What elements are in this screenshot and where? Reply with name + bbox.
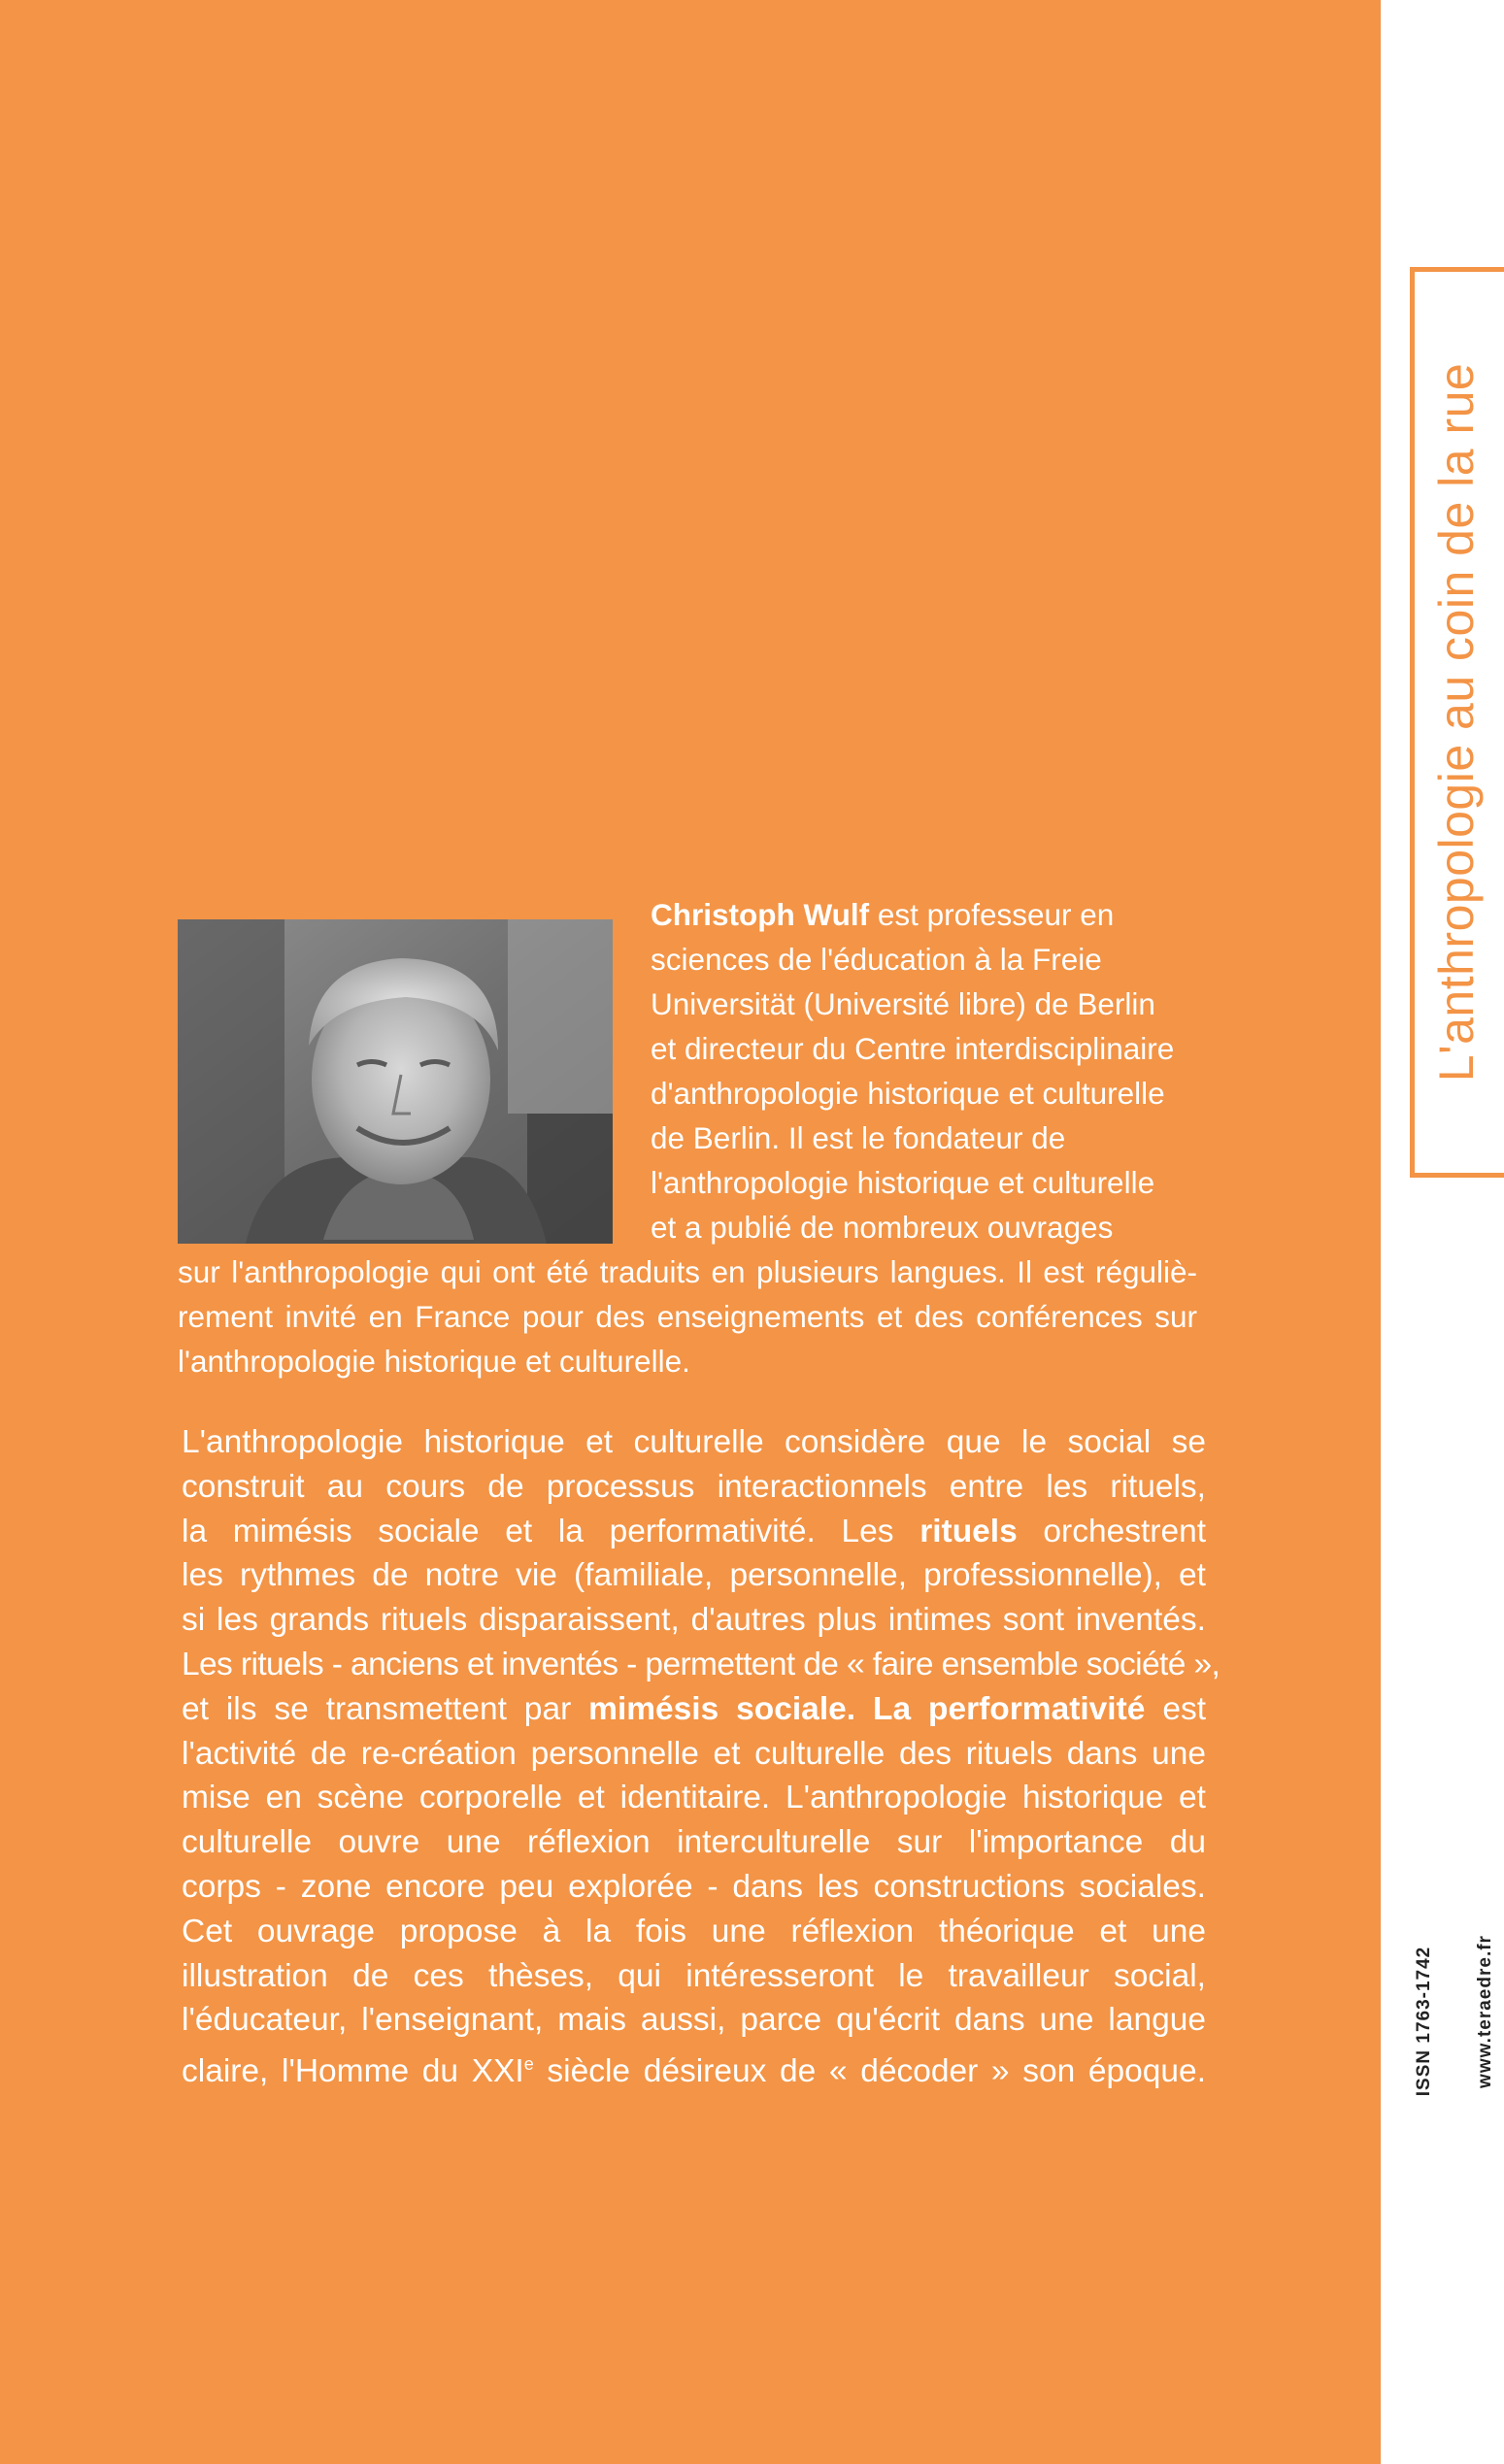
- description-line: l'activité de re-création personnelle et culturelle des rituels dans une: [182, 1735, 1206, 1772]
- description-line: mise en scène corporelle et identitaire. L'anthropologie historique et: [182, 1780, 1206, 1816]
- author-name: Christoph Wulf: [651, 897, 870, 932]
- bio-line: d'anthropologie historique et culturelle: [651, 1076, 1165, 1111]
- description-line: si les grands rituels disparaissent, d'autres plus intimes sont inventés.: [182, 1602, 1206, 1639]
- description-line: construit au cours de processus interactionnels entre les rituels,: [182, 1468, 1206, 1505]
- series-title: L'anthropologie au coin de la rue: [1429, 362, 1484, 1082]
- bio-line: Universität (Université libre) de Berlin: [651, 986, 1155, 1021]
- publisher-website: www.teraedre.fr: [1475, 1935, 1495, 2088]
- description-line: Les rituels - anciens et inventés - permettent de « faire ensemble société »,: [182, 1646, 1220, 1682]
- description-line: et ils se transmettent par mimésis sociale. La performativité est: [182, 1690, 1207, 1727]
- description-line: l'éducateur, l'enseignant, mais aussi, parce qu'écrit dans une langue: [182, 2002, 1206, 2039]
- description-line: Cet ouvrage propose à la fois une réflexion théorique et une: [182, 1913, 1206, 1949]
- description-line: culturelle ouvre une réflexion interculturelle sur l'importance du: [182, 1824, 1206, 1861]
- keyword-rituels: rituels: [919, 1513, 1018, 1549]
- bio-line: et directeur du Centre interdisciplinaire: [651, 1031, 1175, 1066]
- bio-line: sur l'anthropologie qui ont été traduits en plusieurs langues. Il est réguliè-: [178, 1254, 1197, 1289]
- bio-line: et a publié de nombreux ouvrages: [651, 1210, 1114, 1245]
- author-photo-image: [178, 919, 613, 1244]
- bio-line: rement invité en France pour des enseignements et des conférences sur: [178, 1299, 1197, 1334]
- bio-line: Christoph Wulf est professeur en: [651, 897, 1115, 932]
- bio-line: l'anthropologie historique et culturelle: [651, 1165, 1155, 1200]
- keyword-mimesis: mimésis sociale.: [588, 1690, 856, 1727]
- bio-line: sciences de l'éducation à la Freie: [651, 942, 1102, 977]
- description-line: corps - zone encore peu explorée - dans les constructions sociales.: [182, 1868, 1206, 1905]
- description-line: les rythmes de notre vie (familiale, personnelle, professionnelle), et: [182, 1557, 1206, 1594]
- description-line: claire, l'Homme du XXIe siècle désireux de « décoder » son époque.: [182, 2053, 1206, 2090]
- bio-line: de Berlin. Il est le fondateur de: [651, 1120, 1066, 1155]
- keyword-performativite: La performativité: [873, 1690, 1146, 1727]
- book-description: [182, 1420, 1220, 2094]
- description-line: la mimésis sociale et la performativité. Les rituels orchestrent: [182, 1513, 1207, 1549]
- century-superscript: e: [523, 2054, 534, 2075]
- bio-line: l'anthropologie historique et culturelle.: [178, 1344, 690, 1379]
- description-line: L'anthropologie historique et culturelle considère que le social se: [182, 1424, 1206, 1460]
- author-photo: [178, 919, 613, 1244]
- issn-number: ISSN 1763-1742: [1414, 1946, 1434, 2097]
- description-line: illustration de ces thèses, qui intéresseront le travailleur social,: [182, 1957, 1206, 1994]
